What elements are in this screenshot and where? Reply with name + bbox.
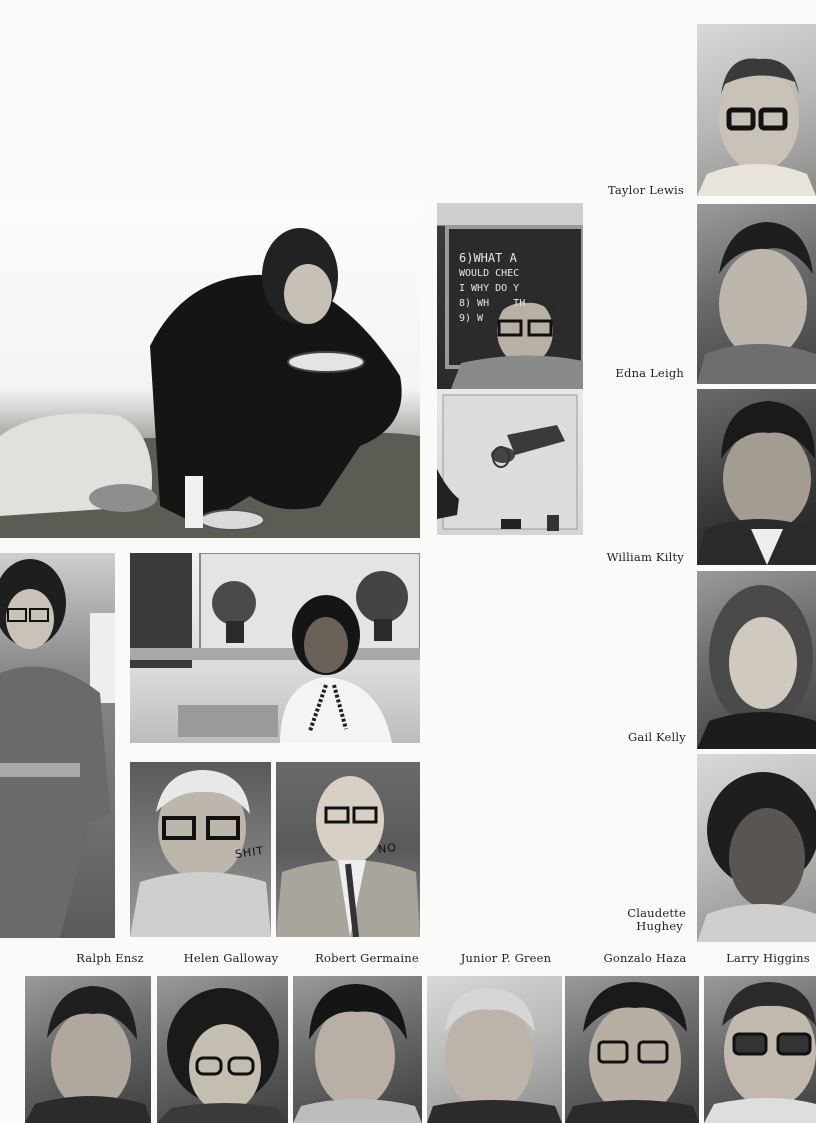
chalkboard-line-5: 9) W: [459, 313, 484, 324]
chalkboard-line-4: 8) WH TH: [459, 298, 526, 309]
candid-photo-outdoor-cooking: [0, 206, 420, 538]
caption-gail-kelly: Gail Kelly: [628, 730, 686, 744]
portrait-larry-higgins: [704, 976, 816, 1123]
portrait-junior-green: [427, 976, 562, 1123]
portrait-robert-germaine: [293, 976, 422, 1123]
chalkboard-line-1: 6)WHAT A: [459, 251, 517, 265]
candid-photo-poster: [437, 389, 583, 535]
caption-robert-germaine: Robert Germaine: [315, 951, 419, 965]
portrait-william-kilty: [697, 389, 816, 565]
caption-edna-leigh: Edna Leigh: [615, 366, 684, 380]
portrait-gonzalo-haza: [565, 976, 699, 1123]
portrait-edna-leigh: [697, 204, 816, 384]
caption-gonzalo-haza: Gonzalo Haza: [603, 951, 687, 965]
caption-ralph-ensz: Ralph Ensz: [76, 951, 144, 965]
portrait-gail-kelly: [697, 571, 816, 749]
portrait-helen-galloway: [157, 976, 288, 1123]
candid-photo-chalkboard: [437, 203, 583, 389]
portrait-claudette-hughey: [697, 754, 816, 942]
portrait-ralph-ensz: [25, 976, 151, 1123]
caption-junior-green: Junior P. Green: [460, 951, 552, 965]
caption-claudette-line1: Claudette: [627, 906, 686, 920]
candid-photo-woman-headphones: [0, 553, 115, 938]
caption-helen-galloway: Helen Galloway: [183, 951, 279, 965]
chalkboard-line-2: WOULD CHEC: [459, 268, 520, 279]
portrait-taylor-lewis: [697, 24, 816, 196]
caption-claudette-line2: Hughey: [636, 919, 683, 933]
caption-william-kilty: William Kilty: [606, 550, 684, 564]
caption-taylor-lewis: Taylor Lewis: [607, 183, 684, 197]
caption-larry-higgins: Larry Higgins: [726, 951, 810, 965]
chalkboard-line-3: I WHY DO Y: [459, 283, 520, 294]
handwritten-annotation-shit: SHIT: [234, 844, 265, 861]
handwritten-annotation-no: NO: [377, 840, 398, 857]
candid-photo-bald-man: [276, 762, 420, 937]
candid-photo-woman-desk: [130, 553, 420, 743]
